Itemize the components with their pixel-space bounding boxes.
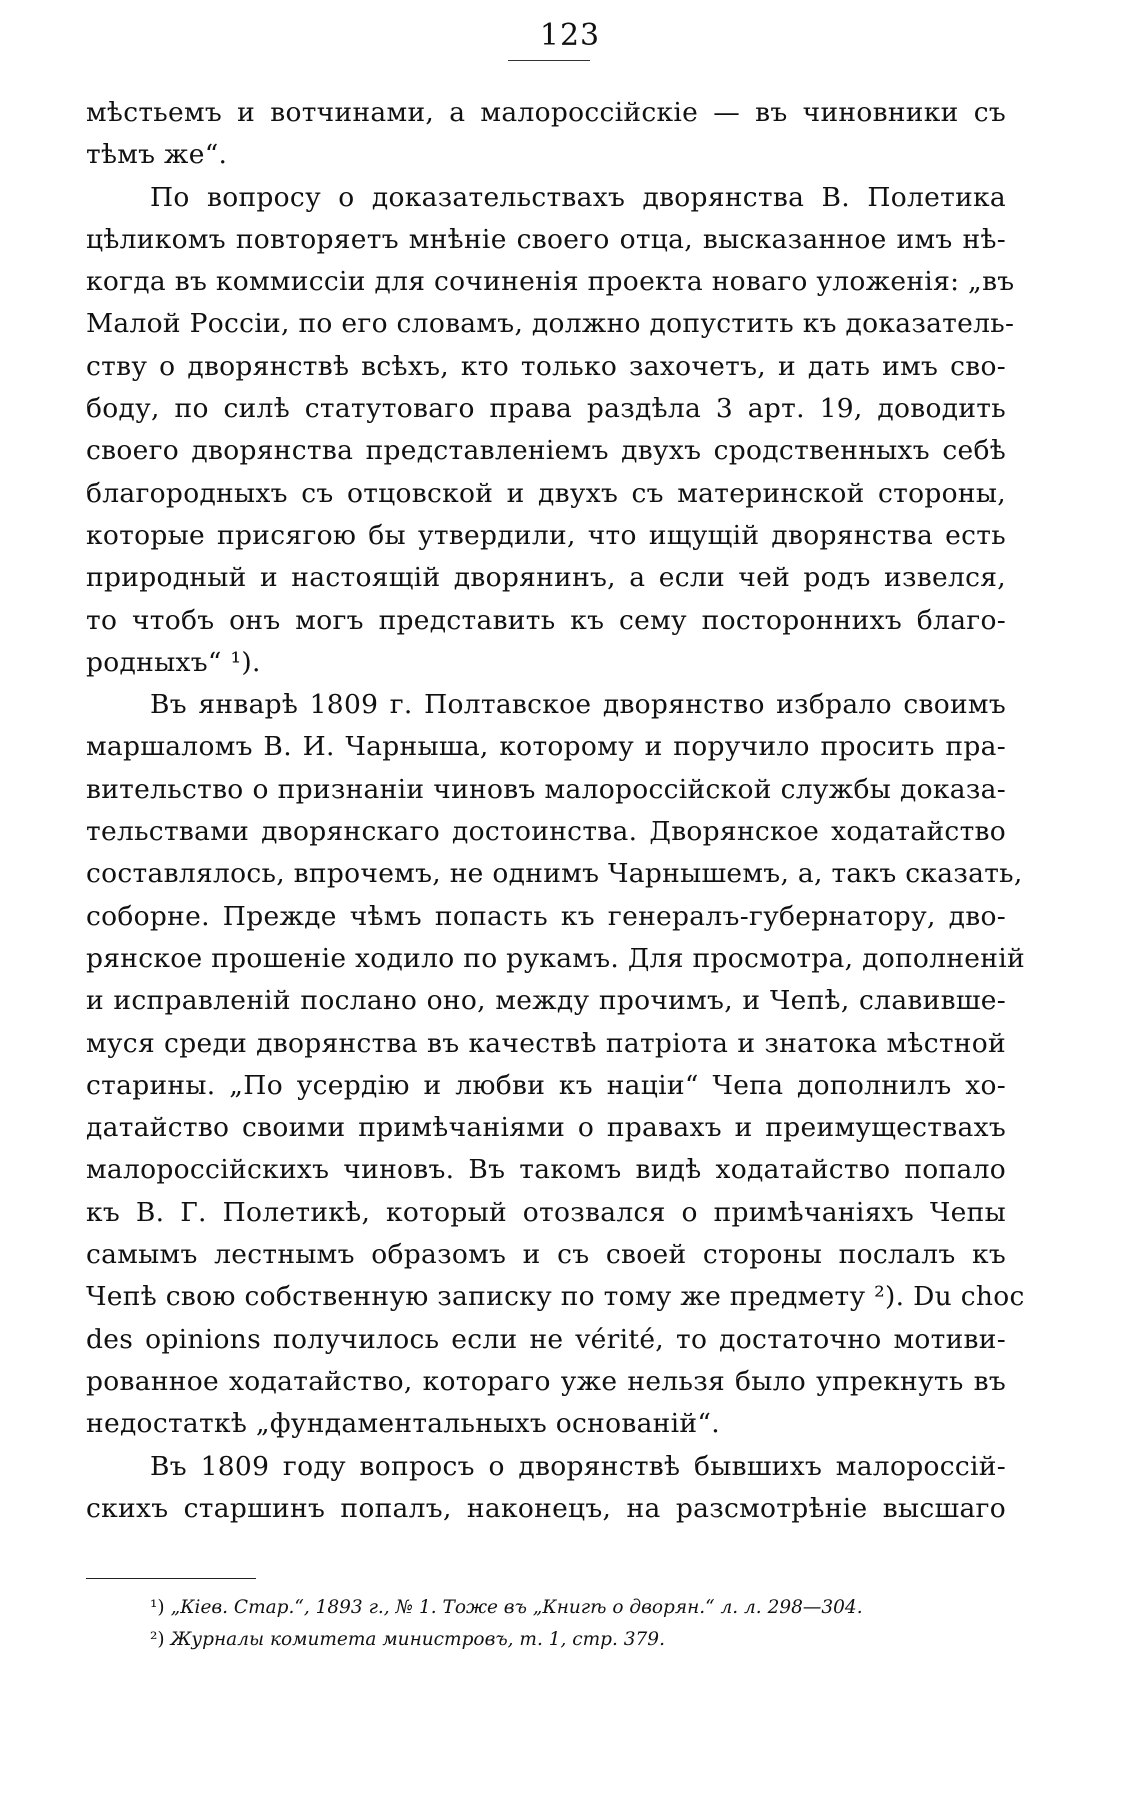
text-line: скихъ старшинъ попалъ, наконецъ, на разсмотрѣніе высшаго bbox=[86, 1492, 1006, 1524]
text-line-with-footnote-ref bbox=[86, 1276, 1025, 1318]
footnote-marker: ¹) bbox=[150, 1597, 165, 1618]
text-line: соборне. Прежде чѣмъ попасть къ генералъ-губернатору, дво- bbox=[86, 900, 1006, 932]
footnote-text: Журналы комитета министровъ, т. 1, стр. 379. bbox=[170, 1629, 665, 1650]
body-text bbox=[86, 92, 1025, 1530]
text-line: старины. „По усердію и любви къ націи“ Чепа дополнилъ хо- bbox=[86, 1069, 1006, 1101]
text-line: своего дворянства представленіемъ двухъ сродственныхъ себѣ bbox=[86, 435, 1006, 467]
text-line: и исправленій послано оно, между прочимъ, и Чепѣ, славивше- bbox=[86, 985, 1006, 1017]
text-line: датайство своими примѣчаніями о правахъ и преимуществахъ bbox=[86, 1112, 1006, 1144]
text-line: рованное ходатайство, котораго уже нельзя было упрекнуть въ bbox=[86, 1365, 1006, 1397]
text-line-with-footnote-ref bbox=[86, 642, 1006, 684]
footnote-1 bbox=[150, 1592, 1010, 1624]
text-line: то чтобъ онъ могъ представить къ сему постороннихъ благо- bbox=[86, 604, 1006, 636]
paragraph-start-line: Въ 1809 году вопросъ о дворянствѣ бывшихъ малороссій- bbox=[150, 1450, 1006, 1482]
text-line: недостаткѣ „фундаментальныхъ основаній“. bbox=[86, 1408, 720, 1440]
footnote-separator bbox=[86, 1578, 256, 1579]
text-line: цѣликомъ повторяетъ мнѣніе своего отца, высказанное имъ нѣ- bbox=[86, 223, 1006, 255]
paragraph-start-line: Въ январѣ 1809 г. Полтавское дворянство избрало своимъ bbox=[150, 689, 1006, 721]
text-line: природный и настоящій дворянинъ, а если чей родъ извелся, bbox=[86, 562, 1006, 594]
footnote-reference-2: ²). Du choc bbox=[865, 1281, 1025, 1313]
text-line: которые присягою бы утвердили, что ищущій дворянства есть bbox=[86, 519, 1006, 551]
text-line: маршаломъ В. И. Чарныша, которому и поручило просить пра- bbox=[86, 731, 1006, 763]
paragraph-start-line: По вопросу о доказательствахъ дворянства В. Полетика bbox=[150, 181, 1006, 213]
text-line: вительство о признаніи чиновъ малороссійской службы доказа- bbox=[86, 773, 1006, 805]
text-line: малороссійскихъ чиновъ. Въ такомъ видѣ ходатайство попало bbox=[86, 1154, 1006, 1186]
text-line: составлялось, впрочемъ, не однимъ Чарнышемъ, а, такъ сказать, bbox=[86, 858, 1023, 890]
text-line: боду, по силѣ статутоваго права раздѣла 3 арт. 19, доводить bbox=[86, 393, 1006, 425]
text-line: рянское прошеніе ходило по рукамъ. Для просмотра, дополненій bbox=[86, 942, 1025, 974]
text-line: благородныхъ съ отцовской и двухъ съ материнской стороны, bbox=[86, 477, 1006, 509]
text-line: къ В. Г. Полетикѣ, который отозвался о примѣчаніяхъ Чепы bbox=[86, 1196, 1006, 1228]
text-line: муся среди дворянства въ качествѣ патріота и знатока мѣстной bbox=[86, 1027, 1006, 1059]
footnote-2 bbox=[150, 1624, 1010, 1656]
page-number: 123 bbox=[539, 18, 601, 53]
text-line: des opinions получилось если не vérité, то достаточно мотиви- bbox=[86, 1323, 1006, 1355]
page-number-underline bbox=[508, 60, 590, 61]
footnote-marker: ²) bbox=[150, 1629, 165, 1650]
text-line: Малой Россіи, по его словамъ, должно допустить къ доказатель- bbox=[86, 308, 1015, 340]
line-text: Чепѣ свою собственную записку по тому же предмету bbox=[86, 1281, 866, 1313]
text-line: самымъ лестнымъ образомъ и съ своей стороны послалъ къ bbox=[86, 1239, 1006, 1271]
footnote-text: „Кіев. Стар.“, 1893 г., № 1. Тоже въ „Книгѣ о дворян.“ л. л. 298—304. bbox=[170, 1597, 863, 1618]
text-line: тельствами дворянскаго достоинства. Дворянское ходатайство bbox=[86, 816, 1006, 848]
text-line: ству о дворянствѣ всѣхъ, кто только захочетъ, и дать имъ сво- bbox=[86, 350, 1006, 382]
text-line: тѣмъ же“. bbox=[86, 139, 228, 171]
footnote-reference-1: ¹). bbox=[221, 646, 261, 678]
line-text: родныхъ“ bbox=[86, 646, 222, 678]
footnotes bbox=[150, 1592, 1010, 1656]
text-line: мѣстьемъ и вотчинами, а малороссійскіе — въ чиновники съ bbox=[86, 97, 1006, 128]
text-line: когда въ коммиссіи для сочиненія проекта новаго уложенія: „въ bbox=[86, 266, 1015, 298]
